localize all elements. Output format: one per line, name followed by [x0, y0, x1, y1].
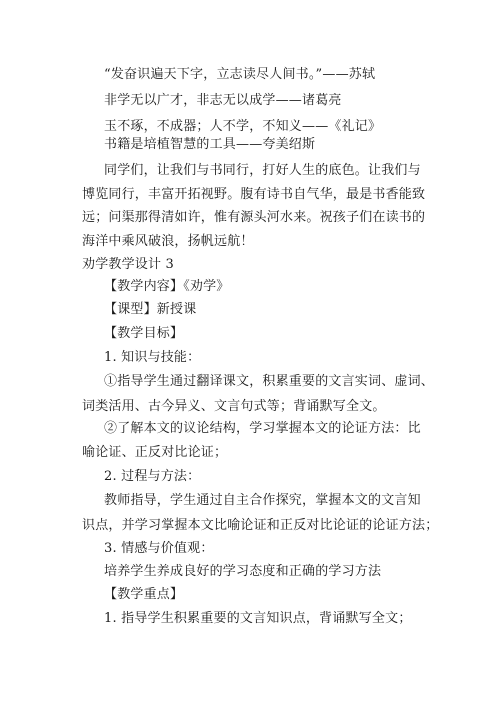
- goal-item-continued: 识点，并学习掌握本文比喻论证和正反对比论证的论证方法；: [82, 518, 439, 533]
- goal-process-heading: 2. 过程与方法：: [104, 469, 201, 484]
- section-title: 劝学教学设计 3: [82, 257, 175, 272]
- quote-comenius: 书籍是培植智慧的工具——夸美绍斯: [104, 137, 316, 152]
- goal-emotion-heading: 3. 情感与价值观：: [104, 541, 214, 556]
- paragraph-line: 同学们，让我们与书同行，打好人生的底色。让我们与: [104, 163, 421, 178]
- goal-item: 教师指导，学生通过自主合作探究，掌握本文的文言知: [104, 493, 421, 508]
- goal-item-continued: 喻论证、正反对比论证；: [82, 445, 228, 460]
- teaching-content: 【教学内容】《劝学》: [104, 279, 230, 294]
- lesson-type: 【课型】新授课: [104, 302, 197, 317]
- paragraph-line: 博览同行，丰富开拓视野。腹有诗书自气华，最是书香能致: [82, 187, 426, 202]
- goal-item: ①指导学生通过翻译课文，积累重要的文言实词、虚词、: [104, 374, 435, 389]
- goal-knowledge-heading: 1. 知识与技能：: [104, 350, 201, 365]
- goal-item-continued: 词类活用、古今异义、文言句式等；背诵默写全文。: [82, 399, 386, 414]
- paragraph-line: 远；问渠那得清如许，惟有源头河水来。祝孩子们在读书的: [82, 210, 426, 225]
- key-point-item: 1. 指导学生积累重要的文言知识点，背诵默写全文；: [104, 611, 412, 626]
- quote-zhuge-liang: 非学无以广才，非志无以成学——诸葛亮: [104, 93, 342, 108]
- paragraph-line: 海洋中乘风破浪，扬帆远航！: [82, 234, 254, 249]
- quote-li-ji: 玉不琢，不成器；人不学，不知义——《礼记》: [104, 119, 382, 134]
- teaching-goals-heading: 【教学目标】: [104, 326, 184, 341]
- goal-item: ②了解本文的议论结构，学习掌握本文的论证方法：比: [104, 421, 421, 436]
- quote-su-shi: “发奋识遍天下字，立志读尽人间书。”——苏轼: [104, 67, 376, 82]
- goal-item: 培养学生养成良好的学习态度和正确的学习方法: [104, 564, 382, 579]
- key-points-heading: 【教学重点】: [104, 587, 184, 602]
